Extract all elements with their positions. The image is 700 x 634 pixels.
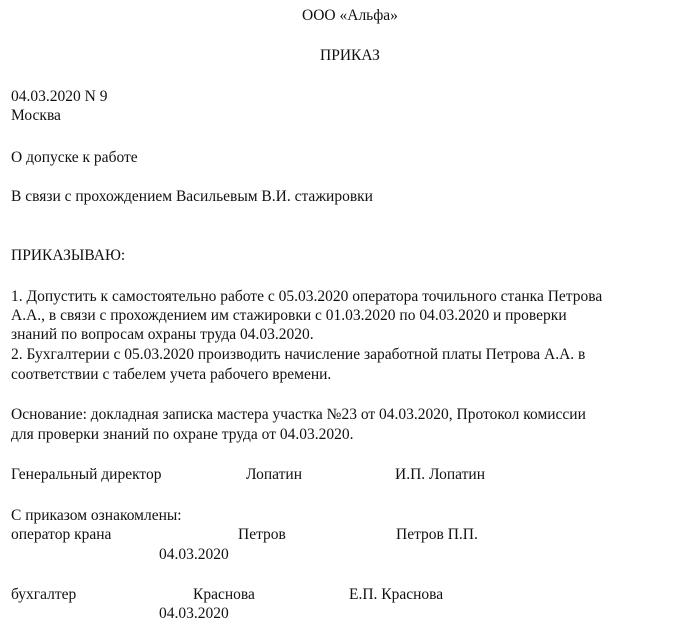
item-2-line-2: соответствии с табелем учета рабочего времени.: [11, 366, 332, 383]
person-2-name: Е.П. Краснова: [349, 586, 444, 603]
person-1-date: 04.03.2020: [159, 546, 229, 563]
date-number: 04.03.2020 N 9: [11, 88, 108, 105]
director-position: Генеральный директор: [11, 466, 162, 483]
director-signature: Лопатин: [246, 466, 303, 483]
item-2-line-1: 2. Бухгалтерии с 05.03.2020 производить начисление заработной платы Петрова А.А. в: [11, 346, 586, 363]
city: Москва: [11, 107, 61, 124]
document-title: ПРИКАЗ: [320, 47, 380, 64]
item-1-line-3: знаний по вопросам охраны труда 04.03.2020.: [11, 326, 314, 343]
person-1-name: Петров П.П.: [396, 526, 478, 543]
basis-line-1: Основание: докладная записка мастера участка №23 от 04.03.2020, Протокол комиссии: [11, 406, 586, 423]
item-1-line-1: 1. Допустить к самостоятельно работе с 05.03.2020 оператора точильного станка Петрова: [11, 288, 603, 305]
order-word: ПРИКАЗЫВАЮ:: [11, 247, 126, 264]
item-1-line-2: А.А., в связи с прохождением им стажировки с 01.03.2020 по 04.03.2020 и проверки: [11, 307, 567, 324]
person-1-signature: Петров: [238, 526, 286, 543]
acquainted-heading: С приказом ознакомлены:: [11, 507, 182, 524]
person-2-date: 04.03.2020: [159, 605, 229, 622]
order-subject: О допуске к работе: [11, 149, 138, 166]
person-1-position: оператор крана: [11, 526, 112, 543]
person-2-position: бухгалтер: [11, 586, 77, 603]
preamble: В связи с прохождением Васильевым В.И. стажировки: [11, 188, 373, 205]
person-2-signature: Краснова: [193, 586, 255, 603]
basis-line-2: для проверки знаний по охране труда от 04.03.2020.: [11, 426, 354, 443]
director-name: И.П. Лопатин: [395, 466, 486, 483]
organization-name: ООО «Альфа»: [302, 7, 398, 24]
